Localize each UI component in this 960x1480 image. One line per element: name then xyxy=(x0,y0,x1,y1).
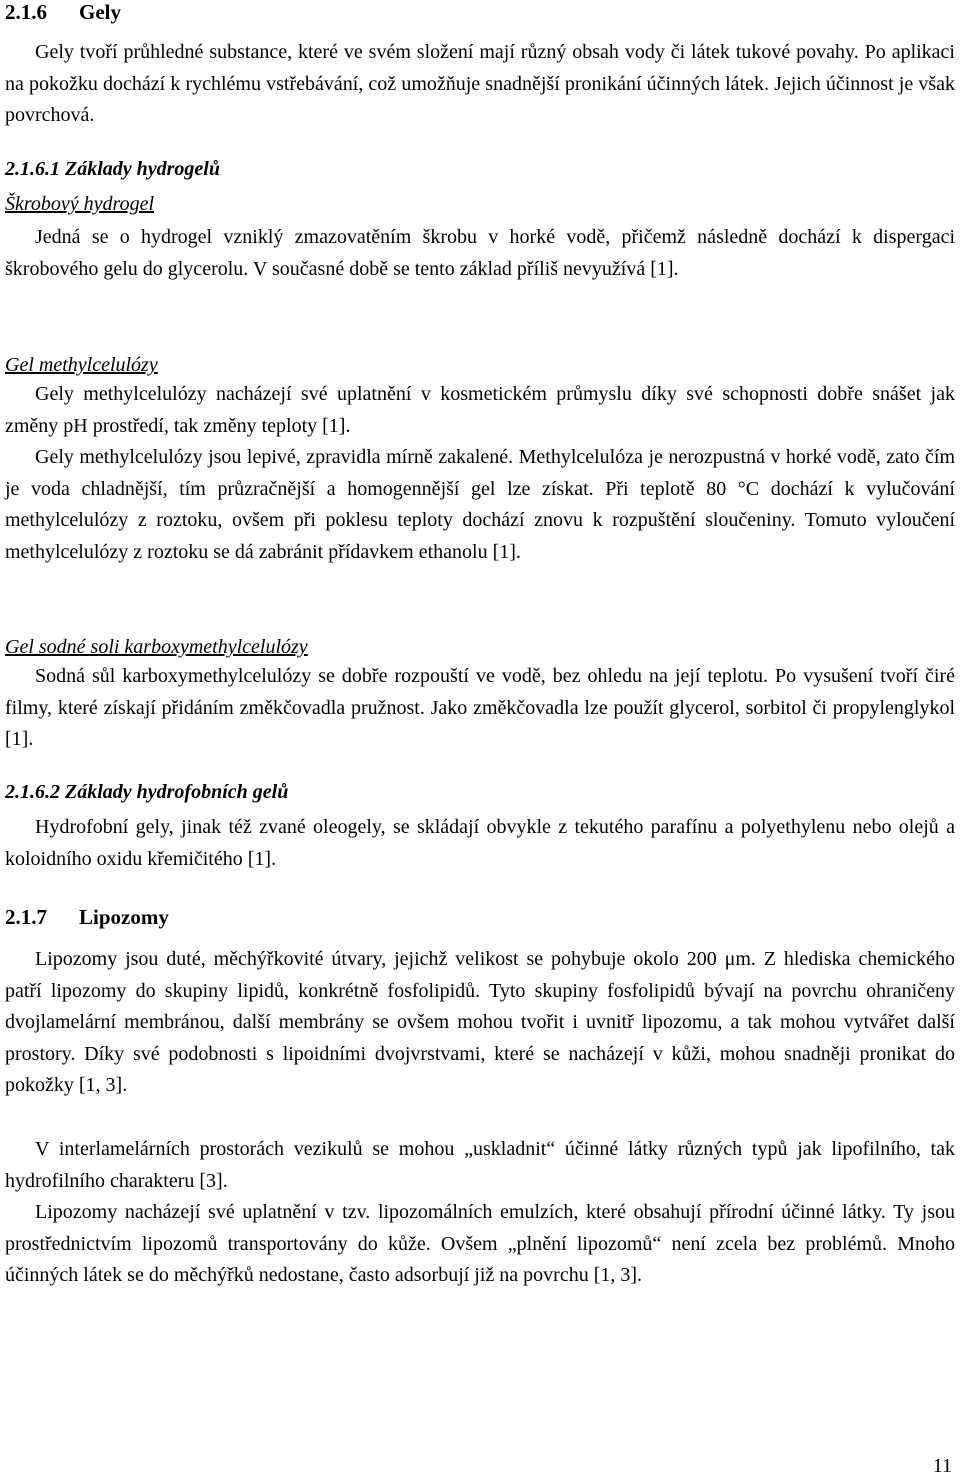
hydrofobni-paragraph: Hydrofobní gely, jinak též zvané oleogely, se skládají obvykle z tekutého parafínu a polyethylenu nebo olejů a koloidního oxidu křemičitého [1]. xyxy=(5,816,955,870)
lipozomy-paragraph-1: Lipozomy jsou duté, měchýřkovité útvary, jejichž velikost se pohybuje okolo 200 μm. Z hlediska chemického patří lipozomy do skupiny lipidů, konkrétně fosfolipidů. Tyto skupiny fosfolipidů bývají na povrchu ohraničeny dvojlamelární membránou, další membrány se ovšem mohou tvořit i uvnitř lipozomu, a tak mohou vytvářet další prostory. Díky své podobnosti s lipoidními dvojvrstvami, které se nacházejí v kůži, mohou snadněji pronikat do pokožky [1, 3]. xyxy=(5,948,955,1096)
karboxy-paragraph: Sodná sůl karboxymethylcelulózy se dobře rozpouští ve vodě, bez ohledu na její teplotu. Po vysušení tvoří čiré filmy, které získají přidáním změkčovadla pružnost. Jako změkčovadla lze použít glycerol, sorbitol či propylenglykol [1]. xyxy=(5,665,955,750)
section-heading-lipozomy xyxy=(5,905,955,929)
skrob-paragraph: Jedná se o hydrogel vzniklý zmazovatěním škrobu v horké vodě, přičemž následně dochází k dispergaci škrobového gelu do glycerolu. V současné době se tento základ příliš nevyužívá [1]. xyxy=(5,226,955,280)
subheading-karboxymethylceluloza: Gel sodné soli karboxymethylcelulózy xyxy=(5,636,308,658)
methylceluloza-paragraph-1: Gely methylcelulózy nacházejí své uplatnění v kosmetickém průmyslu díky své schopnosti dobře snášet jak změny pH prostředí, tak změny teploty [1]. xyxy=(5,383,955,437)
subheading-gel-methylcelulozy: Gel methylcelulózy xyxy=(5,354,158,376)
lipozomy-paragraph-2: V interlamelárních prostorách vezikulů se mohou „uskladnit“ účinné látky různých typů jak lipofilního, tak hydrofilního charakteru [3]. xyxy=(5,1138,955,1192)
subsection-heading-hydrofobni: 2.1.6.2 Základy hydrofobních gelů xyxy=(5,781,289,803)
lipozomy-paragraph-3: Lipozomy nacházejí své uplatnění v tzv. lipozomálních emulzích, které obsahují přírodní účinné látky. Ty jsou prostřednictvím lipozomů transportovány do kůže. Ovšem „plnění lipozomů“ není zcela bez problémů. Mnoho účinných látek se do měchýřků nedostane, často adsorbují již na povrchu [1, 3]. xyxy=(5,1201,955,1286)
section-number: 2.1.7 xyxy=(5,905,47,929)
section-number: 2.1.6 xyxy=(5,0,47,24)
section-heading-gely xyxy=(5,0,955,24)
subheading-skrobovy-hydrogel: Škrobový hydrogel xyxy=(5,193,155,215)
gely-paragraph: Gely tvoří průhledné substance, které ve svém složení mají různý obsah vody či látek tukové povahy. Po aplikaci na pokožku dochází k rychlému vstřebávání, což umožňuje snadnější pronikání účinných látek. Jejich účinnost je však povrchová. xyxy=(5,41,955,126)
section-title: Lipozomy xyxy=(79,905,169,929)
page-number: 11 xyxy=(932,1455,952,1477)
subsection-heading-hydrogely: 2.1.6.1 Základy hydrogelů xyxy=(5,158,220,180)
section-title: Gely xyxy=(79,0,121,24)
methylceluloza-paragraph-2: Gely methylcelulózy jsou lepivé, zpravidla mírně zakalené. Methylcelulóza je nerozpustná v horké vodě, zato čím je voda chladnější, tím průzračnější a homogennější gel lze získat. Při teplotě 80 °C dochází k vylučování methylcelulózy z roztoku, ovšem při poklesu teploty dochází znovu k rozpuštění sloučeniny. Tomuto vyloučení methylcelulózy z roztoku se dá zabránit přídavkem ethanolu [1]. xyxy=(5,446,955,563)
